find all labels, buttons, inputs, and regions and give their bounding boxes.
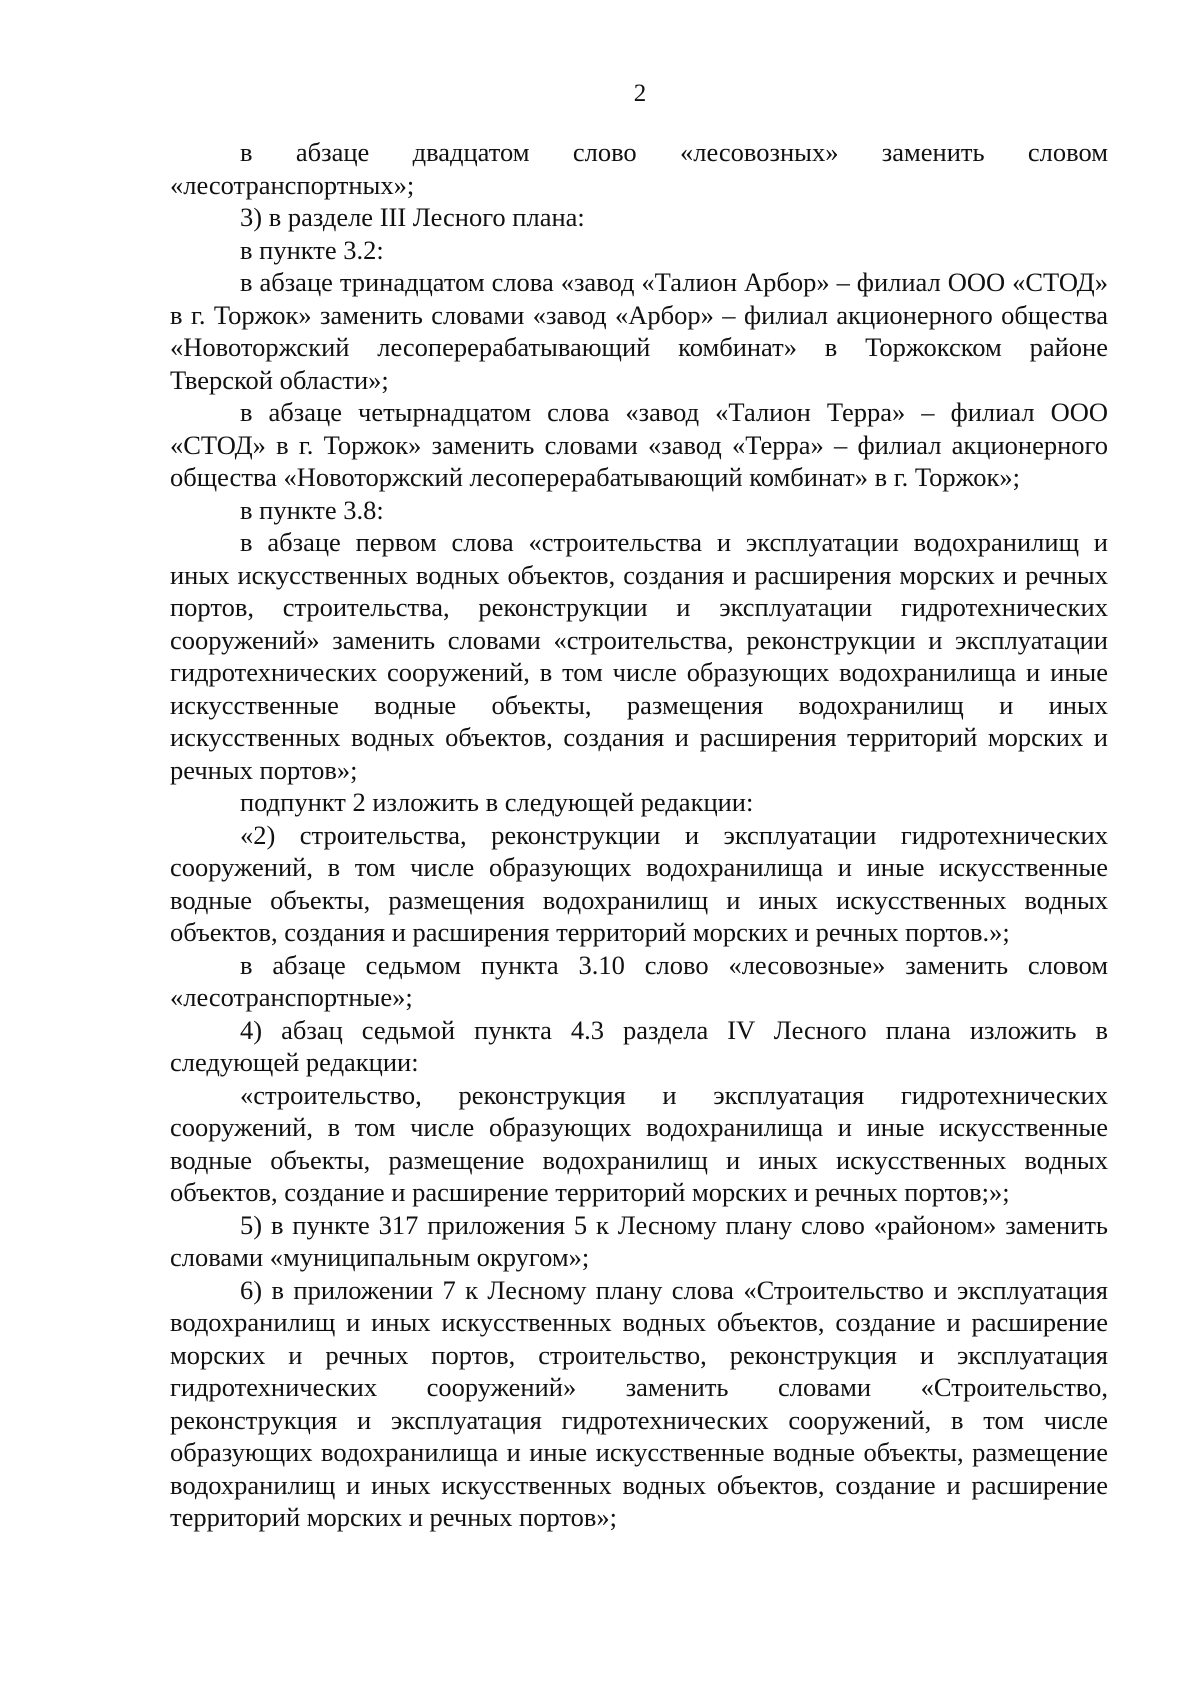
paragraph: в абзаце первом слова «строительства и эксплуатации водохранилищ и иных искусственных водных объектов, создания и расширения морских и речных портов, строительства, реконструкции и эксплуатации гидротехнических сооружений» заменить словами «строительства, реконструкции и эксплуатации гидротехнических сооружений, в том числе образующих водохранилища и иные искусственные водные объекты, размещения водохранилищ и иных искусственных водных объектов, создания и расширения территорий морских и речных портов»; (170, 527, 1108, 785)
paragraph: в абзаце четырнадцатом слова «завод «Талион Терра» – филиал ООО «СТОД» в г. Торжок» заменить словами «завод «Терра» – филиал акционерного общества «Новоторжский лесоперерабатывающий комбинат» в г. Торжок»; (170, 397, 1108, 492)
paragraph: в абзаце седьмом пункта 3.10 слово «лесовозные» заменить словом «лесотранспортные»; (170, 949, 1108, 1012)
paragraph: в абзаце двадцатом слово «лесовозных» заменить словом «лесотранспортных»; (170, 137, 1108, 200)
paragraph: «2) строительства, реконструкции и эксплуатации гидротехнических сооружений, в том числе образующих водохранилища и иные искусственные водные объекты, размещения водохранилищ и иных искусственных водных объектов, создания и расширения территорий морских и речных портов.»; (170, 819, 1108, 947)
paragraph: в пункте 3.2: (240, 234, 384, 265)
page-number: 2 (633, 80, 647, 107)
paragraph: 4) абзац седьмой пункта 4.3 раздела IV Лесного плана изложить в следующей редакции: (170, 1014, 1108, 1077)
paragraph: 3) в разделе III Лесного плана: (240, 202, 585, 232)
paragraph: в пункте 3.8: (240, 494, 384, 525)
paragraph: 5) в пункте 317 приложения 5 к Лесному плану слово «районом» заменить словами «муниципальным округом»; (170, 1209, 1108, 1272)
paragraph: подпункт 2 изложить в следующей редакции: (240, 787, 754, 817)
paragraph: в абзаце тринадцатом слова «завод «Талион Арбор» – филиал ООО «СТОД» в г. Торжок» заменить словами «завод «Арбор» – филиал акционерного общества «Новоторжский лесоперерабатывающий комбинат» в Торжокском районе Тверской области»; (170, 267, 1108, 395)
document-body (170, 136, 1108, 1534)
paragraph: 6) в приложении 7 к Лесному плану слова «Строительство и эксплуатация водохранилищ и иных искусственных водных объектов, создание и расширение морских и речных портов, строительство, реконструкция и эксплуатация гидротехнических сооружений» заменить словами «Строительство, реконструкция и эксплуатация гидротехнических сооружений, в том числе образующих водохранилища и иные искусственные водные объекты, размещение водохранилищ и иных искусственных водных объектов, создание и расширение территорий морских и речных портов»; (170, 1274, 1108, 1532)
paragraph: «строительство, реконструкция и эксплуатация гидротехнических сооружений, в том числе образующих водохранилища и иные искусственные водные объекты, размещение водохранилищ и иных искусственных водных объектов, создание и расширение территорий морских и речных портов;»; (170, 1079, 1108, 1207)
